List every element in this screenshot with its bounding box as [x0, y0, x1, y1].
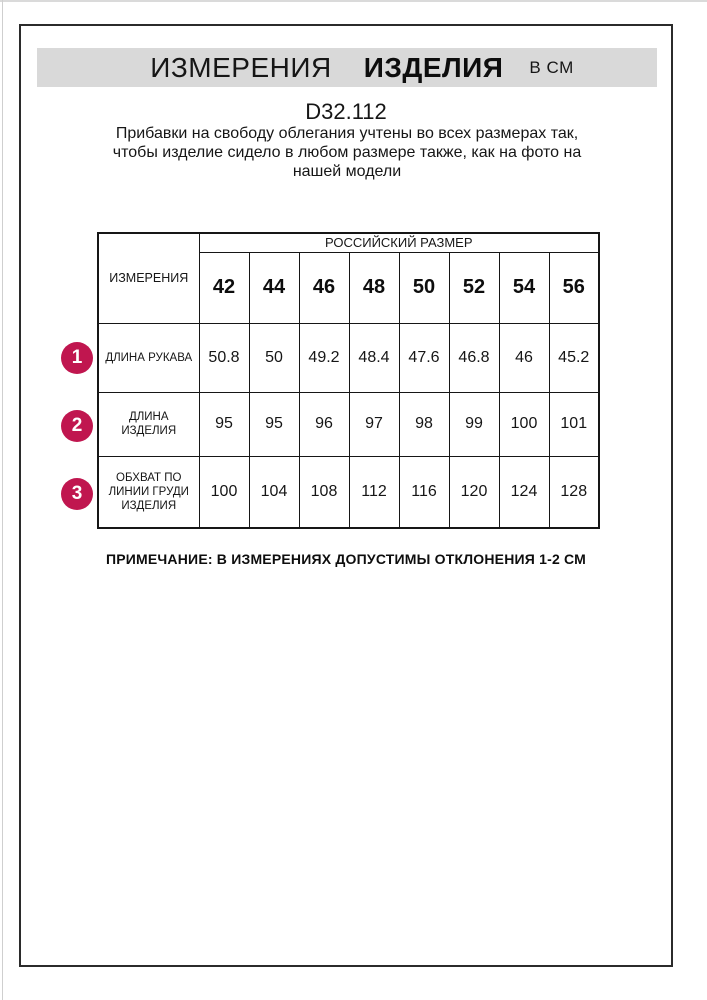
table-cell: 46: [499, 323, 549, 392]
corner-header-cell: ИЗМЕРЕНИЯ: [98, 233, 199, 323]
table-cell: 98: [399, 392, 449, 456]
table-cell: 100: [499, 392, 549, 456]
table-cell: 124: [499, 456, 549, 528]
table-cell: 49.2: [299, 323, 349, 392]
table-cell: 100: [199, 456, 249, 528]
size-header-44: 44: [249, 252, 299, 323]
table-cell: 104: [249, 456, 299, 528]
model-code: D32.112: [305, 99, 387, 124]
table-cell: 128: [549, 456, 599, 528]
title-word-measurements: ИЗМЕРЕНИЯ: [150, 51, 332, 83]
table-row-item-length: [98, 392, 599, 456]
russian-size-header-cell: РОССИЙСКИЙ РАЗМЕР: [199, 233, 599, 252]
measure-point-2-badge: 2: [61, 410, 93, 442]
measure-point-3-badge: 3: [61, 478, 93, 510]
row-label: ДЛИНА ИЗДЕЛИЯ: [121, 411, 177, 437]
row-label-cell: [98, 323, 199, 392]
scan-edge-left: [2, 0, 3, 1000]
table-cell: 50: [249, 323, 299, 392]
fit-description: Прибавки на свободу облегания учтены во всех размерах так, чтобы изделие сидело в любом размере также, как на фото на нашей модели: [112, 125, 582, 180]
row-label: ДЛИНА РУКАВА: [105, 351, 193, 364]
size-header-48: 48: [349, 252, 399, 323]
title-unit-cm: В СМ: [529, 57, 574, 77]
tolerance-note: ПРИМЕЧАНИЕ: В ИЗМЕРЕНИЯХ ДОПУСТИМЫ ОТКЛОНЕНИЯ 1-2 СМ: [105, 551, 587, 567]
row-label: ОБХВАТ ПО ЛИНИИ ГРУДИ ИЗДЕЛИЯ: [108, 471, 189, 512]
measurements-table: [97, 232, 600, 529]
table-cell: 101: [549, 392, 599, 456]
table-row-sleeve-length: [98, 323, 599, 392]
table-cell: 99: [449, 392, 499, 456]
size-header-52: 52: [449, 252, 499, 323]
size-header-56: 56: [549, 252, 599, 323]
table-cell: 116: [399, 456, 449, 528]
table-cell: 96: [299, 392, 349, 456]
table-cell: 120: [449, 456, 499, 528]
size-header-42: 42: [199, 252, 249, 323]
size-header-46: 46: [299, 252, 349, 323]
table-row-chest-girth: [98, 456, 599, 528]
title-word-product: ИЗДЕЛИЯ: [363, 51, 504, 83]
title-bar: [37, 48, 657, 87]
table-group-header-row: [98, 233, 599, 252]
table-cell: 95: [199, 392, 249, 456]
row-label-cell: [98, 392, 199, 456]
table-cell: 97: [349, 392, 399, 456]
table-cell: 112: [349, 456, 399, 528]
table-cell: 108: [299, 456, 349, 528]
row-label-cell: [98, 456, 199, 528]
table-cell: 50.8: [199, 323, 249, 392]
table-cell: 48.4: [349, 323, 399, 392]
table-cell: 47.6: [399, 323, 449, 392]
scan-edge-top: [0, 0, 707, 2]
table-cell: 95: [249, 392, 299, 456]
size-header-54: 54: [499, 252, 549, 323]
measure-point-1-badge: 1: [61, 342, 93, 374]
table-cell: 46.8: [449, 323, 499, 392]
size-header-50: 50: [399, 252, 449, 323]
table-cell: 45.2: [549, 323, 599, 392]
